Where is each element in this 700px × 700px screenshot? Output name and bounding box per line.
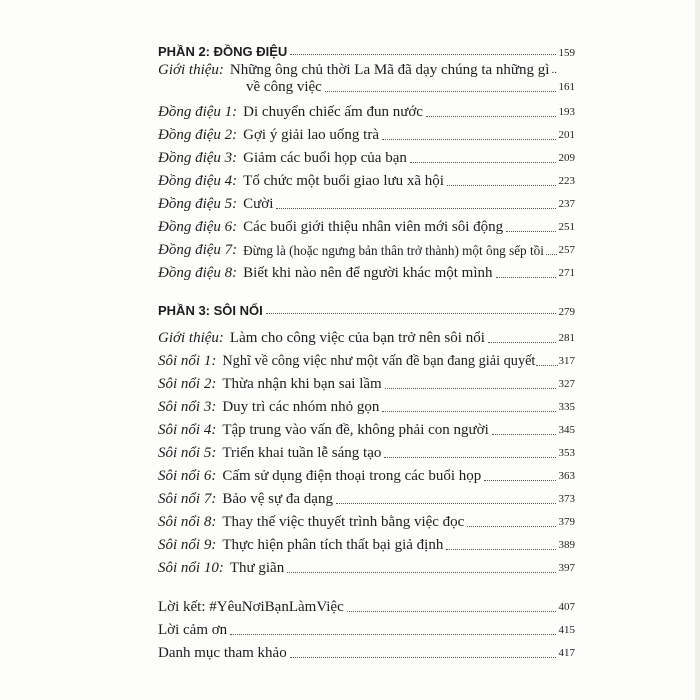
toc-entry: [158, 422, 575, 439]
leader-dots: [447, 185, 556, 186]
entry-page: 161: [558, 81, 575, 93]
leader-dots: [382, 139, 556, 140]
toc-entry: [158, 514, 575, 531]
entry-title: Triển khai tuần lễ sáng tạo: [222, 445, 382, 461]
entry-label: Sôi nổi 3:: [158, 399, 217, 415]
entry-title: Thay thế việc thuyết trình bằng việc đọc: [222, 514, 465, 530]
entry-label: Đồng điệu 5:: [158, 196, 238, 212]
page-edge: [695, 0, 700, 700]
entry-page: 353: [558, 447, 575, 459]
entry-page: 335: [558, 401, 575, 413]
toc-entry: [158, 219, 575, 236]
entry-title: Gợi ý giải lao uống trà: [243, 127, 379, 143]
leader-dots: [230, 634, 555, 635]
entry-page: 407: [558, 601, 575, 613]
entry-title: Di chuyển chiếc ấm đun nước: [243, 104, 423, 120]
leader-dots: [488, 342, 556, 343]
leader-dots: [336, 503, 556, 504]
leader-dots: [446, 549, 555, 550]
toc-entry: [158, 491, 575, 508]
entry-page: 223: [558, 175, 575, 187]
entry-title: Lời cảm ơn: [158, 622, 228, 638]
toc-entry-back: [158, 599, 575, 616]
entry-title: Thừa nhận khi bạn sai lầm: [222, 376, 382, 392]
entry-title: Danh mục tham khảo: [158, 645, 287, 661]
entry-title: Các buổi giới thiệu nhân viên mới sôi động: [243, 219, 504, 235]
toc-entry: [158, 376, 575, 393]
entry-label: Đồng điệu 7:: [158, 242, 238, 258]
toc-entry: [158, 265, 575, 282]
entry-page: 397: [558, 562, 575, 574]
entry-title: Bảo vệ sự đa dạng: [222, 491, 333, 507]
entry-title-line2: về công việc: [246, 79, 322, 95]
toc-entry: [158, 173, 575, 190]
part2-intro-entry: Giới thiệu: Những ông chủ thời La Mã đã dạy chúng ta những gì .. về công việc 161: [158, 62, 575, 95]
toc-entry: [158, 104, 575, 121]
entry-page: 193: [558, 106, 575, 118]
entry-title: Giảm các buổi họp của bạn: [243, 150, 407, 166]
entry-page: 389: [558, 539, 575, 551]
entry-label: Đồng điệu 4:: [158, 173, 238, 189]
part3-heading-row: [158, 303, 575, 318]
entry-label: Sôi nổi 9:: [158, 537, 217, 553]
toc-entry-back: [158, 622, 575, 639]
leader-dots: [492, 434, 556, 435]
entry-label: Đồng điệu 1:: [158, 104, 238, 120]
toc-entry: [158, 242, 575, 259]
entry-label: Sôi nổi 10:: [158, 560, 224, 576]
entry-page: 201: [558, 129, 575, 141]
entry-page: 271: [558, 267, 575, 279]
toc-entry: [158, 330, 575, 347]
leader-dots: [484, 480, 555, 481]
entry-page: 379: [558, 516, 575, 528]
toc-entry: [158, 127, 575, 144]
entry-title-line1: Những ông chủ thời La Mã đã dạy chúng ta những gì: [229, 62, 550, 78]
leader-dots: [347, 611, 556, 612]
toc-entry: [158, 196, 575, 213]
entry-title: Biết khi nào nên để người khác một mình: [243, 265, 493, 281]
entry-page: 327: [558, 378, 575, 390]
leader-dots: [385, 388, 556, 389]
leader-dots: [496, 277, 556, 278]
entry-label: Đồng điệu 3:: [158, 150, 238, 166]
toc-entry: [158, 537, 575, 554]
leader-dots: [546, 254, 557, 255]
leader-dots: [382, 411, 555, 412]
part3-page: 279: [558, 306, 575, 318]
entry-page: 257: [558, 244, 575, 256]
toc-entry: [158, 445, 575, 462]
part3-heading: PHẦN 3: SÔI NỔI: [158, 303, 263, 318]
entry-title: Thực hiện phân tích thất bại giả định: [222, 537, 444, 553]
leader-dots: [536, 365, 557, 366]
entry-title: Cấm sử dụng điện thoại trong các buổi họp: [222, 468, 482, 484]
entry-label: Đồng điệu 8:: [158, 265, 238, 281]
toc-entry: [158, 560, 575, 577]
leader-dots: [426, 116, 556, 117]
part2-heading-row: [158, 44, 575, 59]
entry-title: Tổ chức một buổi giao lưu xã hội: [243, 173, 444, 189]
entry-title: Làm cho công việc của bạn trở nên sôi nổi: [229, 330, 485, 346]
entry-page: 363: [558, 470, 575, 482]
entry-title: Đừng là (hoặc ngưng bản thân trở thành) một ông sếp tồi: [243, 243, 544, 258]
entry-page: 251: [558, 221, 575, 233]
entry-label: Sôi nổi 1:: [158, 353, 217, 369]
entry-page: 417: [558, 647, 575, 659]
entry-title: Duy trì các nhóm nhỏ gọn: [222, 399, 380, 415]
leader-dots: [287, 572, 555, 573]
entry-page: 237: [558, 198, 575, 210]
leader-dots: [266, 313, 556, 314]
entry-label: Giới thiệu:: [158, 62, 224, 78]
entry-label: Giới thiệu:: [158, 330, 224, 346]
leader-dots: [276, 208, 555, 209]
leader-dots: [384, 457, 555, 458]
toc-entry: [158, 353, 575, 370]
entry-label: Sôi nổi 5:: [158, 445, 217, 461]
part2-heading: PHẦN 2: ĐỒNG ĐIỆU: [158, 44, 288, 59]
leader-dots: [506, 231, 555, 232]
entry-label: Sôi nổi 2:: [158, 376, 217, 392]
entry-page: 345: [558, 424, 575, 436]
entry-title: Thư giãn: [229, 560, 285, 576]
leader-dots: [410, 162, 556, 163]
toc-entry: [158, 399, 575, 416]
leader-dots: [290, 54, 555, 55]
entry-label: Sôi nổi 7:: [158, 491, 217, 507]
entry-label: Đồng điệu 6:: [158, 219, 238, 235]
entry-label: Đồng điệu 2:: [158, 127, 238, 143]
entry-title: Lời kết: #YêuNơiBạnLàmViệc: [158, 599, 344, 615]
entry-label: Sôi nổi 8:: [158, 514, 217, 530]
part2-page: 159: [558, 47, 575, 59]
entry-label: Sôi nổi 4:: [158, 422, 217, 438]
entry-title: Tập trung vào vấn đề, không phải con người: [222, 422, 489, 438]
entry-page: 209: [558, 152, 575, 164]
toc-entry-back: [158, 645, 575, 662]
entry-page: 317: [558, 355, 575, 367]
entry-title: Nghĩ về công việc như một vấn đề bạn đang giải quyết: [222, 353, 536, 369]
toc-entry: [158, 468, 575, 485]
leader-dots: [290, 657, 556, 658]
leader-dots: [325, 91, 556, 92]
entry-label: Sôi nổi 6:: [158, 468, 217, 484]
entry-page: 373: [558, 493, 575, 505]
leader-dots: [467, 526, 555, 527]
entry-page: 281: [558, 332, 575, 344]
entry-page: 415: [558, 624, 575, 636]
entry-title: Cười: [243, 196, 274, 212]
toc-entry: [158, 150, 575, 167]
